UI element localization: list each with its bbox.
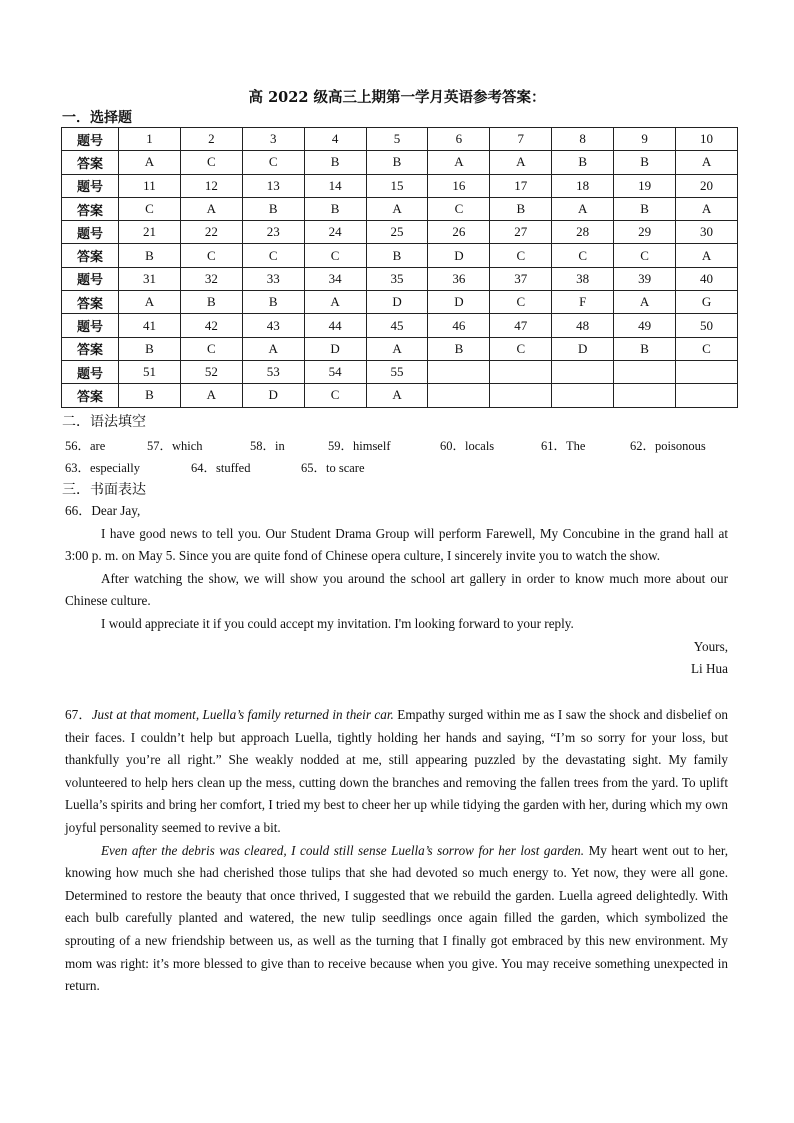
question-number-cell: 4 [304,128,366,151]
question-number-cell: 38 [552,267,614,290]
answer-cell: D [552,337,614,360]
answer-cell: C [242,244,304,267]
answer-cell: B [614,337,676,360]
answer-cell: A [552,197,614,220]
answer-row [62,151,738,174]
answer-cell: C [180,151,242,174]
letter-paragraph: I have good news to tell you. Our Student Drama Group will perform Farewell, My Concubine in the grand hall at 3:00 p. m. on May 5. Since you are quite fond of Chinese opera culture, I sincerely invite you to watch the show. [65,525,728,564]
answer-cell: A [428,151,490,174]
question-number-cell: 51 [119,360,181,383]
answer-cell: A [490,151,552,174]
answer-cell [614,384,676,407]
answer-cell: D [428,244,490,267]
answer-cell: C [552,244,614,267]
answer-cell [552,384,614,407]
page-title: 高 2022 级高三上期第一学月英语参考答案： [248,89,546,106]
answer-cell: A [676,151,738,174]
question-number-cell: 40 [676,267,738,290]
answer-cell: B [552,151,614,174]
answer-cell: B [614,151,676,174]
question-number-row [62,128,738,151]
answer-cell: A [366,337,428,360]
question-number-cell: 55 [366,360,428,383]
question-number-cell: 12 [180,174,242,197]
question-number-row [62,221,738,244]
row-label: 答案 [62,244,119,267]
question-number-cell: 53 [242,360,304,383]
answer-cell: A [180,384,242,407]
answer-cell: B [490,197,552,220]
grammar-answer: 58．in [250,439,285,453]
answer-cell: B [180,291,242,314]
question-number-cell: 10 [676,128,738,151]
section-heading-grammar: 二．语法填空 [62,414,146,430]
answer-cell: A [676,197,738,220]
answer-cell: B [366,244,428,267]
answer-cell: A [366,384,428,407]
answer-cell: G [676,291,738,314]
answer-cell: D [428,291,490,314]
answer-cell: F [552,291,614,314]
story-answer [65,704,728,998]
letter-paragraph: I would appreciate it if you could accept my invitation. I'm looking forward to your reply. [101,615,574,631]
question-number-cell: 50 [676,314,738,337]
question-number-cell: 13 [242,174,304,197]
row-label: 题号 [62,314,119,337]
answer-cell [676,384,738,407]
question-number-cell [676,360,738,383]
question-number-cell: 21 [119,221,181,244]
question-number-cell: 41 [119,314,181,337]
row-label: 答案 [62,384,119,407]
answer-cell: C [180,337,242,360]
answer-cell: A [676,244,738,267]
answer-cell: C [428,197,490,220]
row-label: 答案 [62,151,119,174]
row-label: 答案 [62,197,119,220]
letter-greeting: 66．Dear Jay, [65,503,141,518]
section-heading-multiple-choice: 一．选择题 [62,110,132,126]
answer-cell: D [242,384,304,407]
question-number-row [62,314,738,337]
story-paragraph: Even after the debris was cleared, I could still sense Luella’s sorrow for her lost garden. My heart went out to her, knowing how much she had cherished those tulips that she had devoted so much energy to. Yet now, they were all gone. Determined to restore the beauty that once thrived, I suggested that we rebuild the garden. Luella agreed delightedly. With each bulb carefully planted and watered, the new tulip seedlings once again filled the garden, which symbolized the sprouting of a new friendship between us, as well as the turning that I finally got embraced by this new environment. My mom was right: it’s more blessed to give than to receive because when you give. You may receive something unexpected in return. [65,842,728,994]
answer-row [62,337,738,360]
letter-signature: Li Hua [691,661,728,677]
grammar-answer: 65．to scare [301,461,365,475]
row-label: 题号 [62,221,119,244]
row-label: 题号 [62,360,119,383]
question-number-cell: 25 [366,221,428,244]
question-number-cell: 45 [366,314,428,337]
answer-cell: C [676,337,738,360]
answer-cell: C [490,244,552,267]
answer-cell: A [180,197,242,220]
question-number-row [62,360,738,383]
answer-cell: A [119,291,181,314]
question-number-cell: 18 [552,174,614,197]
question-number-cell: 48 [552,314,614,337]
question-number-cell [614,360,676,383]
answer-cell: A [304,291,366,314]
question-number-cell [428,360,490,383]
letter-paragraph: After watching the show, we will show you around the school art gallery in order to know much more about our Chinese culture. [65,570,728,609]
question-number-cell: 9 [614,128,676,151]
row-label: 题号 [62,128,119,151]
answer-cell: A [119,151,181,174]
question-number-cell: 42 [180,314,242,337]
question-number-cell: 43 [242,314,304,337]
question-number-cell: 32 [180,267,242,290]
row-label: 答案 [62,337,119,360]
answer-row [62,384,738,407]
answer-cell: D [304,337,366,360]
answer-cell: C [490,337,552,360]
section-heading-writing: 三．书面表达 [62,482,146,498]
answer-cell: A [614,291,676,314]
answer-cell: B [119,384,181,407]
story-lead-sentence: Even after the debris was cleared, I could still sense Luella’s sorrow for her lost garden. [101,842,585,858]
question-number-cell: 20 [676,174,738,197]
answer-cell: D [366,291,428,314]
row-label: 答案 [62,291,119,314]
item-number: 67． [65,707,92,722]
question-number-cell: 8 [552,128,614,151]
question-number-cell: 19 [614,174,676,197]
answer-cell: B [366,151,428,174]
answer-cell: C [180,244,242,267]
answer-cell: B [614,197,676,220]
answer-cell: C [119,197,181,220]
question-number-cell: 49 [614,314,676,337]
question-number-cell: 17 [490,174,552,197]
grammar-answer: 61．The [541,439,586,453]
question-number-cell: 22 [180,221,242,244]
question-number-cell: 14 [304,174,366,197]
grammar-answer: 57．which [147,439,203,453]
story-paragraph: 67．Just at that moment, Luella’s family returned in their car. Empathy surged within me as I saw the shock and disbelief on their faces. I couldn’t help but approach Luella, tightly holding her hands and saying, “I’m so sorry for your loss, but thankfully you’re all right.” She weakly nodded at me, still appearing puzzled by the devastating sight. My family volunteered to help hers clean up the mess, cutting down the branches and removing the fallen trees from the yard. To uplift Luella’s spirits and bring her comfort, I tried my best to cheer her up while tidying the garden with her, during which my own joyful personality seemed to revive a bit. [65,707,729,835]
question-number-cell: 35 [366,267,428,290]
question-number-cell: 30 [676,221,738,244]
answer-cell: B [242,197,304,220]
answer-table [61,127,738,408]
answer-cell: B [242,291,304,314]
question-number-cell: 52 [180,360,242,383]
question-number-cell: 11 [119,174,181,197]
question-number-cell: 34 [304,267,366,290]
question-number-cell: 36 [428,267,490,290]
question-number-cell: 33 [242,267,304,290]
grammar-answer: 62．poisonous [630,439,706,453]
question-number-cell: 31 [119,267,181,290]
answer-cell: B [119,337,181,360]
question-number-cell: 27 [490,221,552,244]
answer-row [62,291,738,314]
question-number-cell: 3 [242,128,304,151]
answer-cell: A [242,337,304,360]
question-number-cell: 16 [428,174,490,197]
answer-cell: B [428,337,490,360]
question-number-row [62,267,738,290]
question-number-cell: 24 [304,221,366,244]
question-number-cell: 46 [428,314,490,337]
question-number-cell: 23 [242,221,304,244]
grammar-answer: 63．especially [65,461,140,475]
question-number-cell: 26 [428,221,490,244]
question-number-cell: 15 [366,174,428,197]
question-number-cell: 28 [552,221,614,244]
question-number-cell: 47 [490,314,552,337]
answer-cell: C [304,244,366,267]
grammar-answer: 56．are [65,439,106,453]
answer-row [62,244,738,267]
answer-cell [490,384,552,407]
answer-cell: B [119,244,181,267]
question-number-cell: 7 [490,128,552,151]
answer-cell: C [614,244,676,267]
story-lead-sentence: Just at that moment, Luella’s family returned in their car. [91,707,394,722]
answer-cell: B [304,197,366,220]
question-number-cell [552,360,614,383]
letter-answer [65,500,728,681]
grammar-answer: 64．stuffed [191,461,251,475]
question-number-row [62,174,738,197]
question-number-cell [490,360,552,383]
question-number-cell: 2 [180,128,242,151]
question-number-cell: 29 [614,221,676,244]
grammar-answer: 59．himself [328,439,391,453]
answer-cell: C [242,151,304,174]
row-label: 题号 [62,267,119,290]
letter-closing: Yours, [693,638,728,654]
answer-cell: B [304,151,366,174]
answer-cell: C [490,291,552,314]
grammar-answer: 60．locals [440,439,495,453]
item-number: 66． [65,503,92,518]
question-number-cell: 6 [428,128,490,151]
question-number-cell: 37 [490,267,552,290]
answer-cell: A [366,197,428,220]
answer-cell: C [304,384,366,407]
question-number-cell: 1 [119,128,181,151]
question-number-cell: 54 [304,360,366,383]
question-number-cell: 5 [366,128,428,151]
question-number-cell: 39 [614,267,676,290]
question-number-cell: 44 [304,314,366,337]
answer-cell [428,384,490,407]
answer-row [62,197,738,220]
row-label: 题号 [62,174,119,197]
